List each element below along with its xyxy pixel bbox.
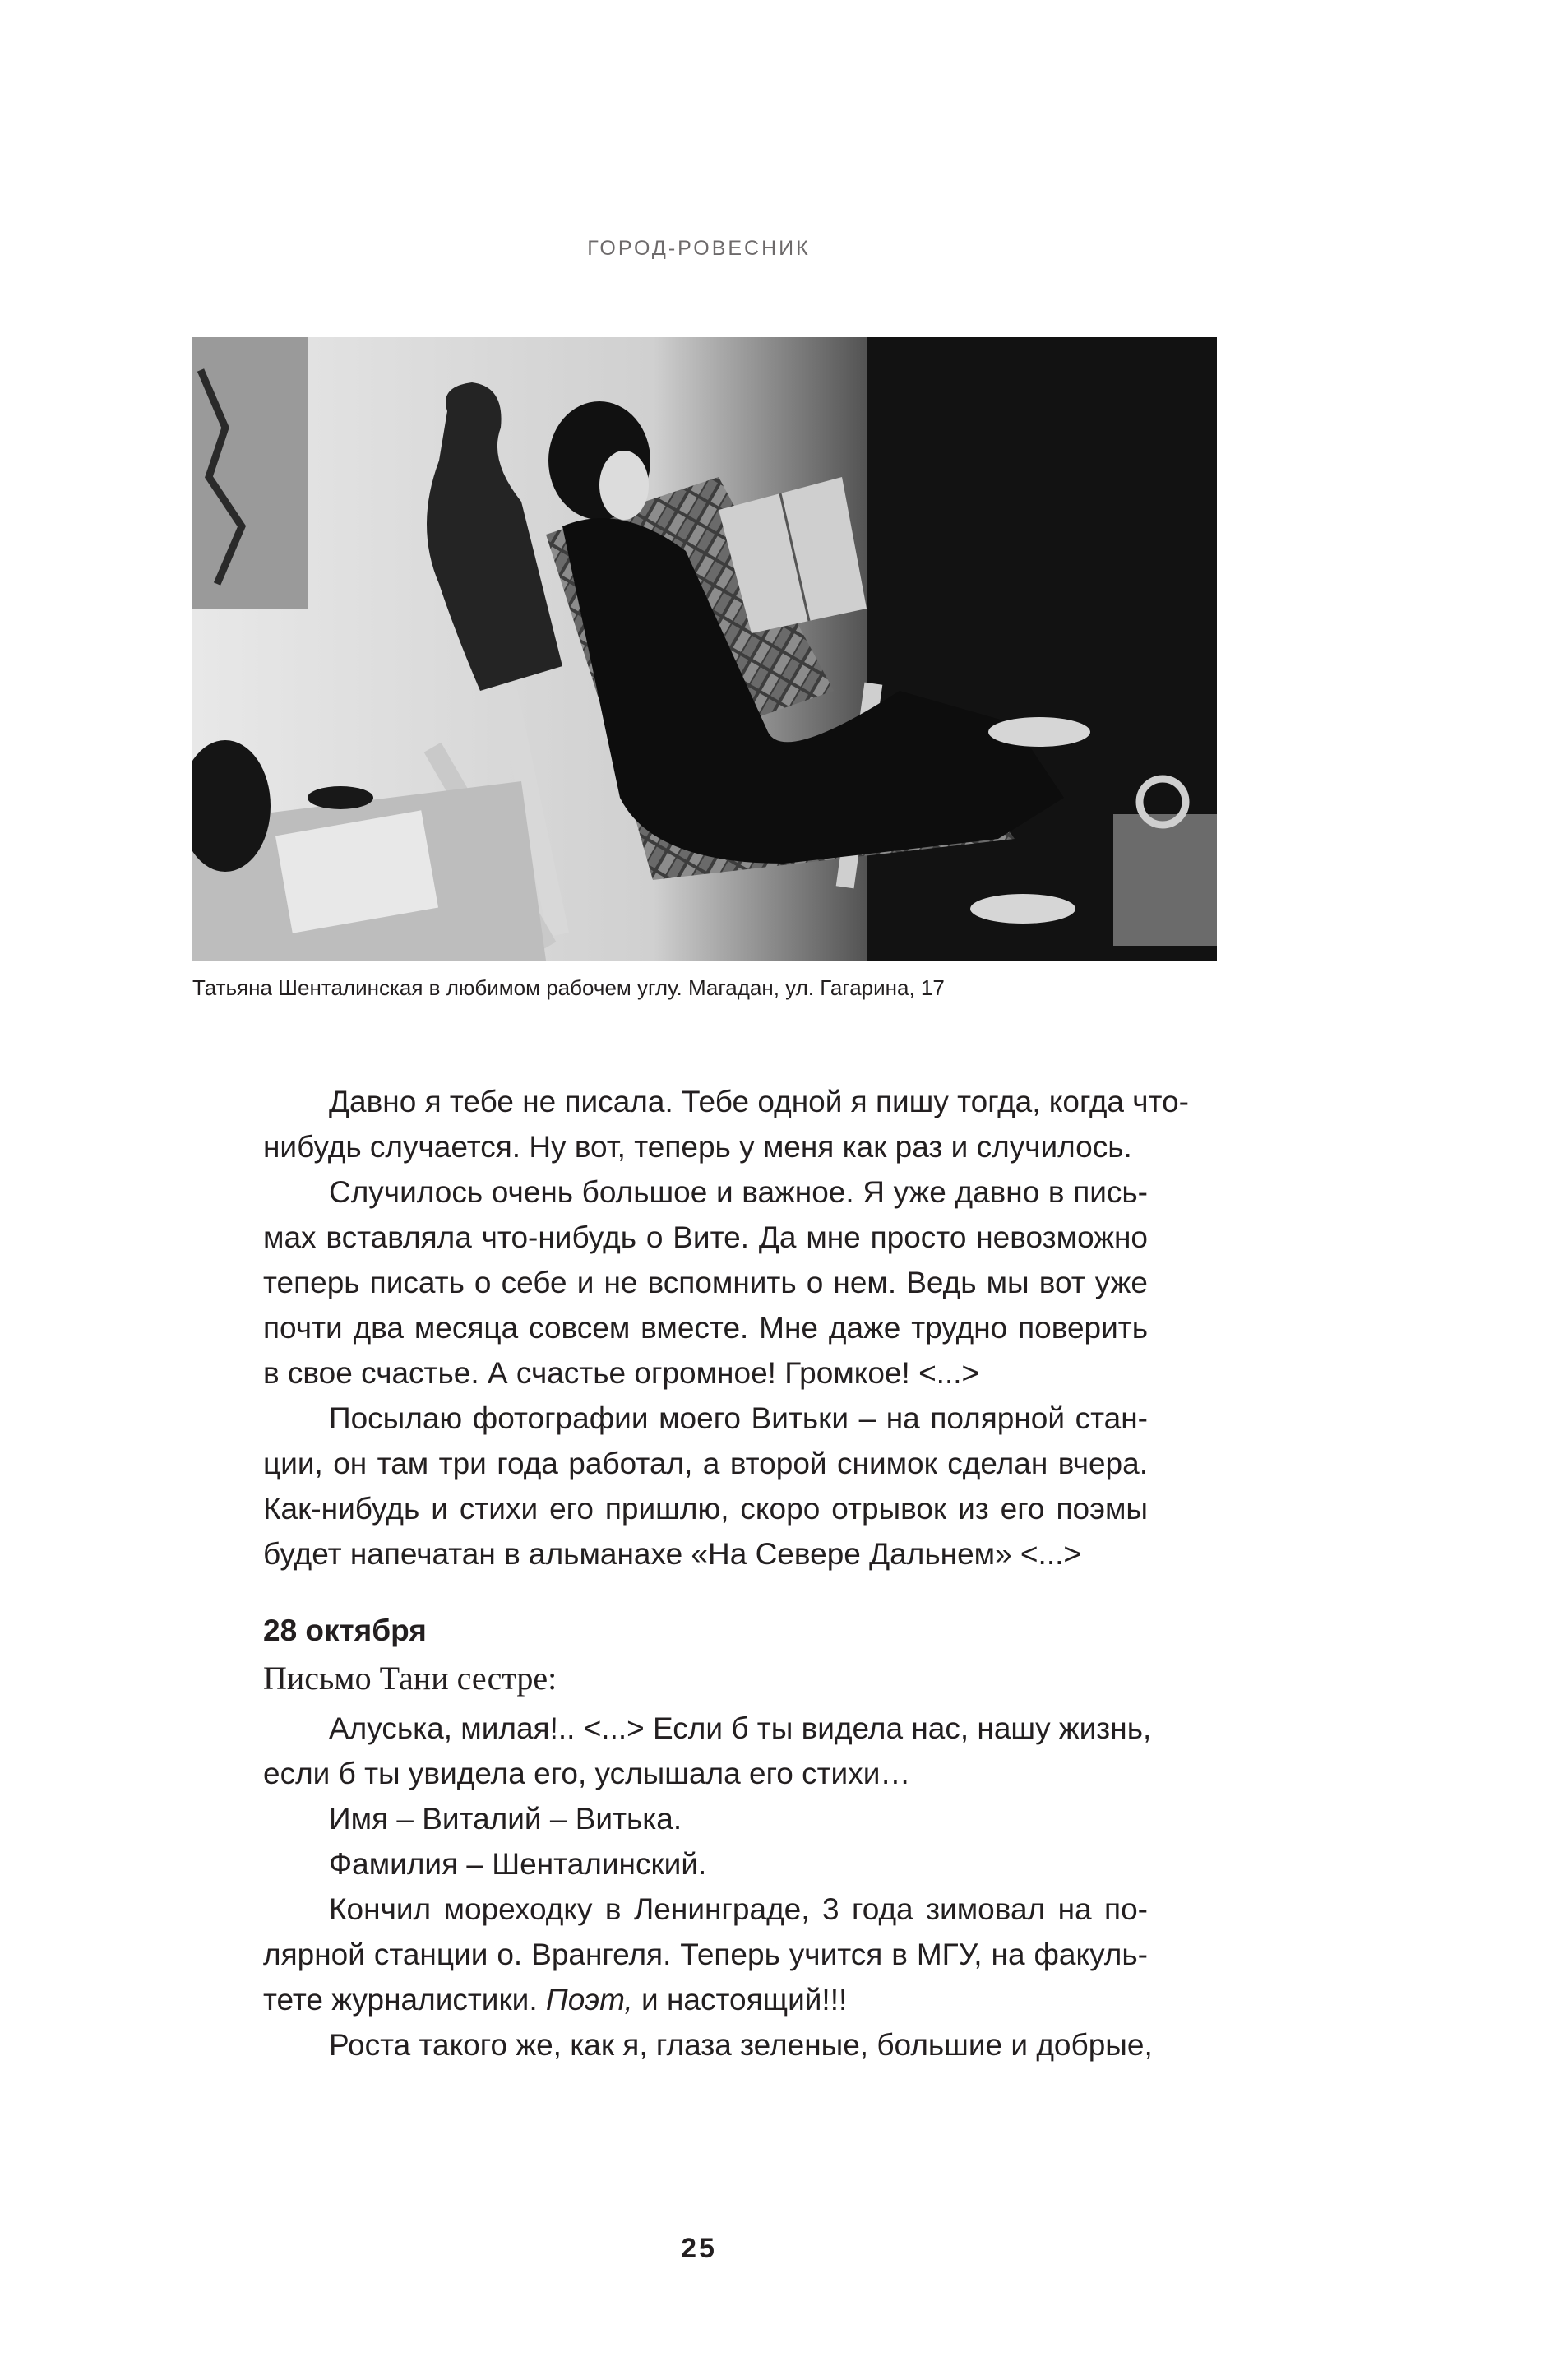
text-line: Случилось очень большое и важное. Я уже давно в пись- (329, 1175, 1148, 1209)
date-heading: 28 октября (263, 1614, 427, 1647)
text-fragment: тете журналистики. (263, 1983, 538, 2017)
text-line: нибудь случается. Ну вот, теперь у меня как раз и случилось. (263, 1130, 1132, 1164)
text-line: если б ты увидела его, услышала его стихи… (263, 1757, 911, 1790)
photo-caption: Татьяна Шенталинская в любимом рабочем углу. Магадан, ул. Гагарина, 17 (192, 975, 945, 1000)
text-fragment: и настоящий!!! (632, 1983, 848, 2017)
photo-woman-reading-in-chair (192, 337, 1217, 961)
text-line: лярной станции о. Врангеля. Теперь учится в МГУ, на факуль- (263, 1938, 1148, 1971)
text-line: Роста такого же, как я, глаза зеленые, большие и добрые, (329, 2028, 1153, 2062)
text-line: Посылаю фотографии моего Витьки – на полярной стан- (329, 1401, 1148, 1435)
text-line: Алуська, милая!.. <...> Если б ты видела нас, нашу жизнь, (329, 1711, 1152, 1745)
text-line: Фамилия – Шенталинский. (329, 1847, 707, 1881)
running-head: ГОРОД-РОВЕСНИК (587, 237, 811, 260)
body-text-block-1 (263, 1079, 1189, 1577)
letter-intro: Письмо Тани сестре: (263, 1660, 557, 1697)
text-line: Имя – Виталий – Витька. (329, 1802, 682, 1836)
italic-word: Поэт, (545, 1983, 633, 2017)
body-text-block-2 (263, 1706, 1153, 2067)
text-line: теперь писать о себе и не вспомнить о нем. Ведь мы вот уже (263, 1266, 1148, 1299)
page-number: 25 (681, 2233, 717, 2264)
text-line (263, 1977, 1148, 2022)
text-line: мах вставляла что-нибудь о Вите. Да мне просто невозможно (263, 1220, 1148, 1254)
photograph (192, 337, 1217, 961)
text-line: Кончил мореходку в Ленинграде, 3 года зимовал на по- (329, 1892, 1148, 1926)
text-line: в свое счастье. А счастье огромное! Громкое! <...> (263, 1356, 980, 1390)
text-line: ции, он там три года работал, а второй снимок сделан вчера. (263, 1447, 1148, 1480)
text-line: будет напечатан в альманахе «На Севере Дальнем» <...> (263, 1537, 1081, 1571)
text-line: Давно я тебе не писала. Тебе одной я пишу тогда, когда что- (329, 1085, 1189, 1118)
text-line: почти два месяца совсем вместе. Мне даже трудно поверить (263, 1311, 1148, 1345)
text-line: Как-нибудь и стихи его пришлю, скоро отрывок из его поэмы (263, 1492, 1148, 1526)
